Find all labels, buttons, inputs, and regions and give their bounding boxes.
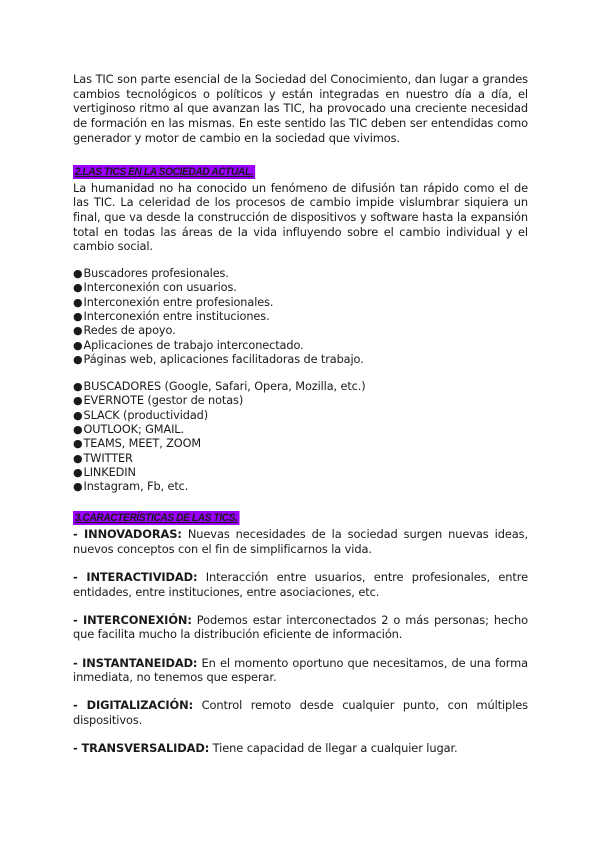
list-item [73,480,528,494]
list-item-label: Interconexión con usuarios. [83,281,237,295]
list-item [73,353,528,367]
characteristic-term: - INNOVADORAS: [73,527,182,542]
bullet-icon: ● [73,338,83,352]
list-item-label: Redes de apoyo. [83,324,176,338]
bullet-icon: ● [73,437,83,451]
list-item [73,423,528,437]
features-list [73,267,528,367]
document-page [73,72,528,756]
list-item-label: TWITTER [83,451,133,465]
list-item-label: TEAMS, MEET, ZOOM [83,437,202,451]
spacer [73,494,528,506]
characteristics-list [73,527,528,755]
list-item-label: Buscadores profesionales. [83,267,229,281]
characteristic-item [73,527,528,556]
list-item-label: Páginas web, aplicaciones facilitadoras de trabajo. [83,352,364,366]
bullet-icon: ● [73,423,83,436]
list-item [73,324,528,338]
list-item-label: SLACK (productividad) [83,408,209,422]
characteristic-description: Tiene capacidad de llegar a cualquier lugar. [209,740,458,755]
list-item-label: Aplicaciones de trabajo interconectado. [83,338,304,352]
list-item [73,394,528,408]
list-item [73,380,528,394]
list-item-label: Interconexión entre profesionales. [83,295,274,309]
list-item [73,296,528,310]
characteristic-term: - INTERCONEXIÓN: [73,612,192,627]
bullet-icon: ● [73,281,83,295]
characteristic-item [73,741,528,756]
characteristic-description: Podemos estar interconectados 2 o más personas; hecho que facilita mucho la distribución eficiente de información. [73,612,528,642]
tools-list [73,380,528,494]
characteristic-item [73,698,528,727]
intro-paragraph: Las TIC son parte esencial de la Sociedad del Conocimiento, dan lugar a grandes cambios tecnológicos o políticos y están integradas en nuestro día a día, el vertiginoso ritmo al que avanzan las TIC, ha provocado una creciente necesidad de formación en las mismas. En este sentido las TIC deben ser entendidas como generador y motor de cambio en la sociedad que vivimos. [73,72,528,145]
characteristic-term: - DIGITALIZACIÓN: [73,698,194,713]
characteristic-term: - TRANSVERSALIDAD: [73,740,210,755]
list-item-label: LINKEDIN [83,465,136,479]
bullet-icon: ● [73,465,83,479]
bullet-icon: ● [73,352,83,366]
characteristic-term: - INSTANTANEIDAD: [73,655,198,670]
spacer [73,254,528,267]
bullet-icon: ● [73,380,83,394]
characteristic-description: En el momento oportuno que necesitamos, de una forma inmediata, no tenemos que esperar. [73,655,528,685]
spacer [73,146,528,160]
characteristic-description: Nuevas necesidades de la sociedad surgen nuevas ideas, nuevos conceptos con el fin de simplificarnos la vida. [73,527,528,557]
section-2-paragraph: La humanidad no ha conocido un fenómeno de difusión tan rápido como el de las TIC. La celeridad de los procesos de cambio impide vislumbrar siquiera un final, que va desde la construcción de dispositivos y software hasta la expansión total en todas las áreas de la vida influyendo sobre el cambio individual y el cambio social. [73,180,528,254]
bullet-icon: ● [73,480,83,494]
bullet-icon: ● [73,408,83,422]
bullet-icon: ● [73,267,83,281]
list-item [73,466,528,480]
characteristic-item [73,570,528,599]
section-3-heading: 3.CARACTERÍSTICAS DE LAS TICS. [74,512,238,525]
bullet-icon: ● [73,295,83,309]
bullet-icon: ● [73,451,83,465]
bullet-icon: ● [73,324,83,338]
list-item [73,281,528,295]
list-item-label: OUTLOOK; GMAIL. [83,423,184,436]
list-item [73,437,528,451]
list-item-label: Interconexión entre instituciones. [83,309,270,323]
characteristic-description: Interacción entre usuarios, entre profesionales, entre entidades, entre instituciones, entre asociaciones, etc. [73,570,528,599]
list-item-label: EVERNOTE (gestor de notas) [83,394,244,408]
list-item [73,339,528,353]
characteristic-item [73,613,528,642]
characteristic-item [73,656,528,685]
characteristic-term: - INTERACTIVIDAD: [73,570,198,585]
list-item-label: BUSCADORES (Google, Safari, Opera, Mozilla, etc.) [83,380,366,394]
spacer [73,367,528,380]
characteristic-description: Control remoto desde cualquier punto, con múltiples dispositivos. [73,698,528,727]
section-2-heading: 2.LAS TICS EN LA SOCIEDAD ACTUAL. [74,165,254,178]
list-item [73,452,528,466]
list-item [73,310,528,324]
list-item [73,267,528,281]
bullet-icon: ● [73,309,83,323]
list-item [73,409,528,423]
bullet-icon: ● [73,394,83,408]
list-item-label: Instagram, Fb, etc. [83,480,189,494]
